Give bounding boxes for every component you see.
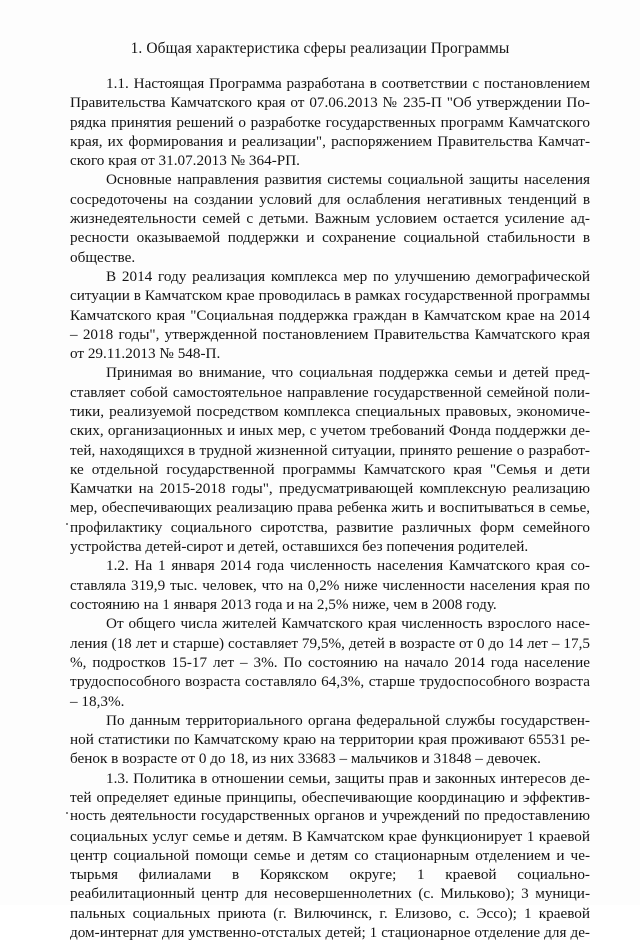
text-line: пальных социальных приюта (г. Вилючинск, г. Елизово, с. Эссо); 1 краевой: [70, 904, 590, 922]
text-line: ситуации в Камчатском крае проводилась в рамках государственной программы: [70, 287, 590, 305]
text-line: По данным территориального органа федеральной службы государствен-: [106, 711, 590, 729]
text-line: социальных услуг семье и детям. В Камчатском крае функционирует 1 краевой: [70, 827, 590, 845]
body-text: [70, 74, 590, 942]
text-line: Камчатского края "Социальная поддержка граждан в Камчатском крае на 2014: [70, 306, 590, 324]
text-line: Камчатки на 2015-2018 годы", предусматривающей комплексную реализацию: [70, 480, 590, 498]
scan-speck: [66, 523, 68, 525]
text-line: жизнедеятельности семей с детьми. Важным условием остается усиление ад-: [70, 210, 590, 228]
text-line: В 2014 году реализация комплекса мер по улучшению демографической: [106, 267, 590, 285]
section-heading: 1. Общая характеристика сферы реализации Программы: [130, 40, 510, 57]
text-line: обществе.: [70, 248, 136, 266]
text-line: ресности оказываемой поддержки и сохранение социальной стабильности в: [70, 229, 590, 247]
text-line: ского края от 31.07.2013 № 364-РП.: [70, 152, 300, 170]
text-line: бенок в возрасте от 0 до 18, из них 33683 – мальчиков и 31848 – девочек.: [70, 750, 541, 768]
text-line: ной статистики по Камчатскому краю на территории края проживают 65531 ре-: [70, 731, 590, 749]
text-line: – 2018 годы", утвержденной постановлением Правительства Камчатского края: [70, 325, 590, 343]
text-line: трудоспособного возраста составляло 64,3%, старше трудоспособного возраста: [70, 673, 590, 691]
text-line: состоянию на 1 января 2013 года и на 2,5% ниже, чем в 2008 году.: [70, 596, 497, 614]
text-line: 1.3. Политика в отношении семьи, защиты прав и законных интересов де-: [106, 769, 590, 787]
text-line: реабилитационный центр для несовершеннолетних (с. Мильково); 3 муници-: [70, 885, 590, 903]
text-line: Принимая во внимание, что социальная поддержка семьи и детей пред-: [106, 364, 590, 382]
text-line: ских, организационных и иных мер, с учетом требований Фонда поддержки де-: [70, 422, 590, 440]
text-line: От общего числа жителей Камчатского края численность взрослого насе-: [106, 615, 590, 633]
text-line: края, их формирования и реализации", распоряжением Правительства Камчат-: [70, 132, 590, 150]
text-line: мер, обеспечивающих реализацию права ребенка жить и воспитываться в семье,: [70, 499, 590, 516]
text-line: Правительства Камчатского края от 07.06.2013 № 235-П "Об утверждении По-: [70, 94, 590, 112]
text-line: 1.2. На 1 января 2014 года численность населения Камчатского края со-: [106, 557, 590, 575]
text-line: – 18,3%.: [70, 692, 125, 710]
text-line: профилактику социального сиротства, развитие различных форм семейного: [70, 518, 590, 536]
text-line: сосредоточены на создании условий для ослабления негативных тенденций в: [70, 190, 590, 208]
text-line: центр социальной помощи семье и детям со стационарным отделением и че-: [70, 846, 590, 864]
text-line: ления (18 лет и старше) составляет 79,5%, детей в возрасте от 0 до 14 лет – 17,5: [70, 634, 590, 652]
text-line: ке отдельной государственной программы Камчатского края "Семья и дети: [70, 460, 590, 478]
scan-speck: [66, 812, 68, 814]
text-line: дом-интернат для умственно-отсталых детей; 1 стационарное отделение для де-: [70, 924, 590, 942]
text-line: тырьмя филиалами в Корякском округе; 1 краевой социально-: [70, 866, 590, 884]
text-line: ставляет собой самостоятельное направление государственной семейной поли-: [70, 383, 590, 401]
text-line: тей, находящихся в трудной жизненной ситуации, принято решение о разработ-: [70, 441, 590, 459]
text-line: Основные направления развития системы социальной защиты населения: [106, 171, 590, 189]
text-line: %, подростков 15-17 лет – 3%. По состоянию на начало 2014 года население: [70, 653, 590, 671]
text-line: устройства детей-сирот и детей, оставшихся без попечения родителей.: [70, 538, 529, 556]
text-line: 1.1. Настоящая Программа разработана в соответствии с постановлением: [106, 75, 590, 92]
text-line: тики, реализуемой посредством комплекса специальных правовых, экономиче-: [70, 403, 590, 421]
text-line: ставляла 319,9 тыс. человек, что на 0,2% ниже численности населения края по: [70, 576, 590, 594]
text-line: рядка принятия решений о разработке государственных программ Камчатского: [70, 113, 590, 131]
text-line: ность деятельности государственных органов и учреждений по предоставлению: [70, 808, 590, 825]
text-line: от 29.11.2013 № 548-П.: [70, 345, 221, 363]
text-line: тей определяет единые принципы, обеспечивающие координацию и эффектив-: [70, 788, 590, 806]
